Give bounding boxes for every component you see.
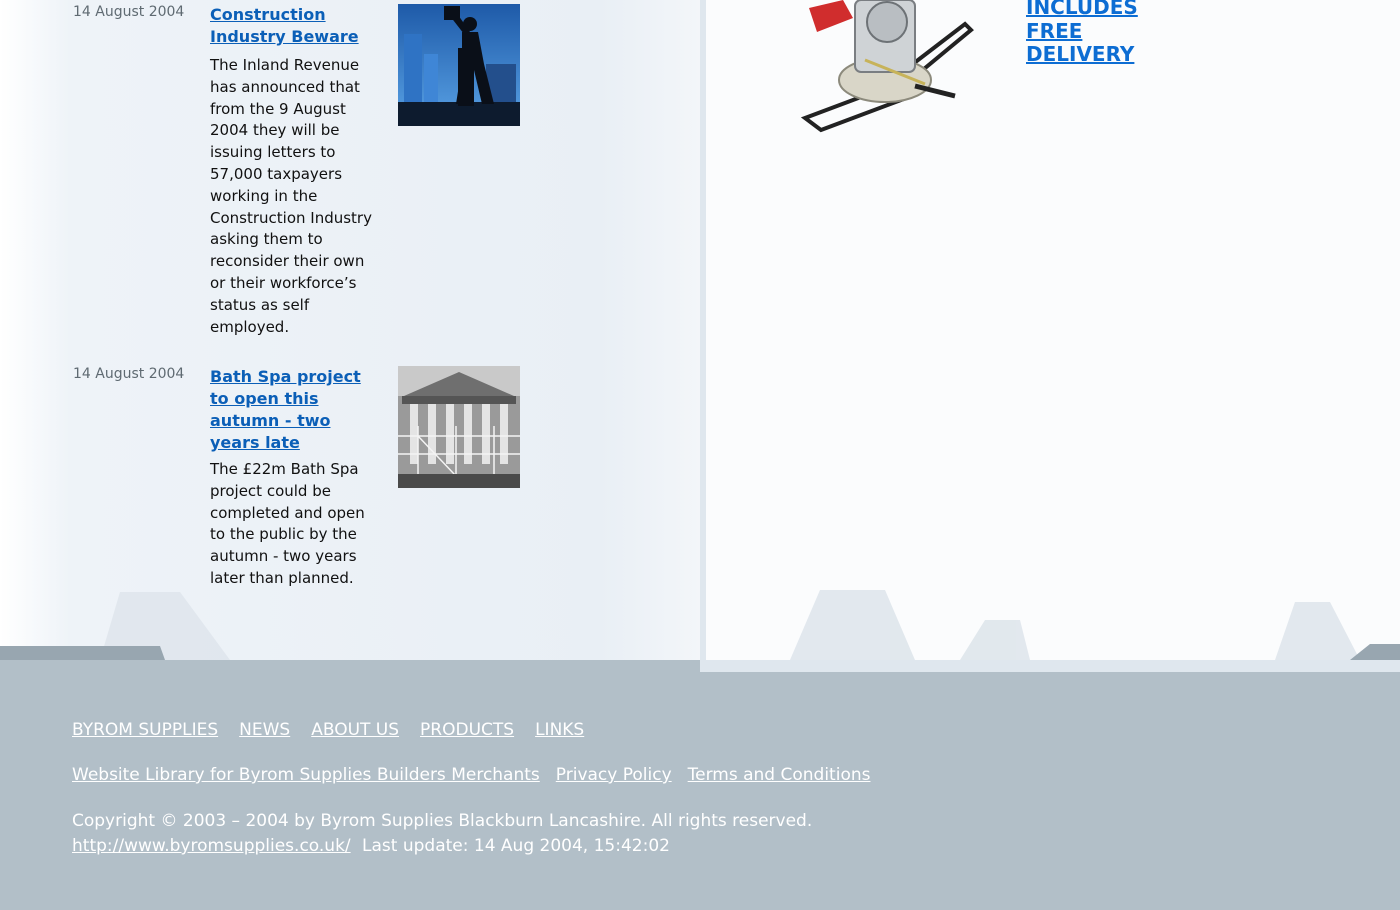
construction-worker-thumbnail[interactable] [398, 4, 520, 126]
footer-nav-about-us[interactable]: ABOUT US [311, 720, 400, 740]
free-delivery-link[interactable] [1026, 0, 1138, 67]
copyright-text: Copyright © 2003 – 2004 by Byrom Supplies Blackburn Lancashire. All rights reserved. [72, 811, 813, 831]
news-item [0, 4, 700, 344]
news-summary: The Inland Revenue has announced that from the 9 August 2004 they will be issuing letters to 57,000 taxpayers working in the Construction Industry asking them to reconsider their own or their workforce’s status as self employed. [210, 56, 372, 336]
website-library-link[interactable]: Website Library for Byrom Supplies Builders Merchants [72, 765, 540, 785]
footer-top-strip [700, 660, 1400, 672]
news-date: 14 August 2004 [73, 4, 185, 20]
promo-line: FREE [1026, 18, 1083, 43]
news-title-link[interactable]: Construction Industry Beware [210, 5, 359, 46]
news-title-link[interactable]: Bath Spa project to open this autumn - two years late [210, 367, 361, 452]
footer-secondary-links [72, 765, 870, 785]
last-update-text: Last update: 14 Aug 2004, 15:42:02 [362, 836, 670, 856]
footer-nav-news[interactable]: NEWS [239, 720, 291, 740]
site-url-link[interactable]: http://www.byromsupplies.co.uk/ [72, 836, 351, 856]
terms-and-conditions-link[interactable]: Terms and Conditions [687, 765, 871, 785]
bath-spa-thumbnail[interactable] [398, 366, 520, 488]
footer [0, 660, 1400, 910]
news-date: 14 August 2004 [73, 366, 185, 382]
footer-nav-products[interactable]: PRODUCTS [420, 720, 515, 740]
construction-worker-icon [398, 4, 520, 126]
footer-url-line [72, 836, 670, 856]
news-item [0, 366, 700, 596]
news-summary: The £22m Bath Spa project could be completed and open to the public by the autumn - two years later than planned. [210, 460, 365, 587]
footer-nav [72, 720, 584, 740]
classical-building-icon [398, 366, 520, 488]
footer-nav-links[interactable]: LINKS [535, 720, 585, 740]
promo-line: DELIVERY [1026, 42, 1135, 66]
promo-line: INCLUDES [1026, 0, 1138, 19]
mitre-saw-product-image[interactable] [795, 0, 975, 135]
mitre-saw-icon [795, 0, 975, 135]
footer-nav-byrom-supplies[interactable]: BYROM SUPPLIES [72, 720, 219, 740]
privacy-policy-link[interactable]: Privacy Policy [555, 765, 672, 785]
